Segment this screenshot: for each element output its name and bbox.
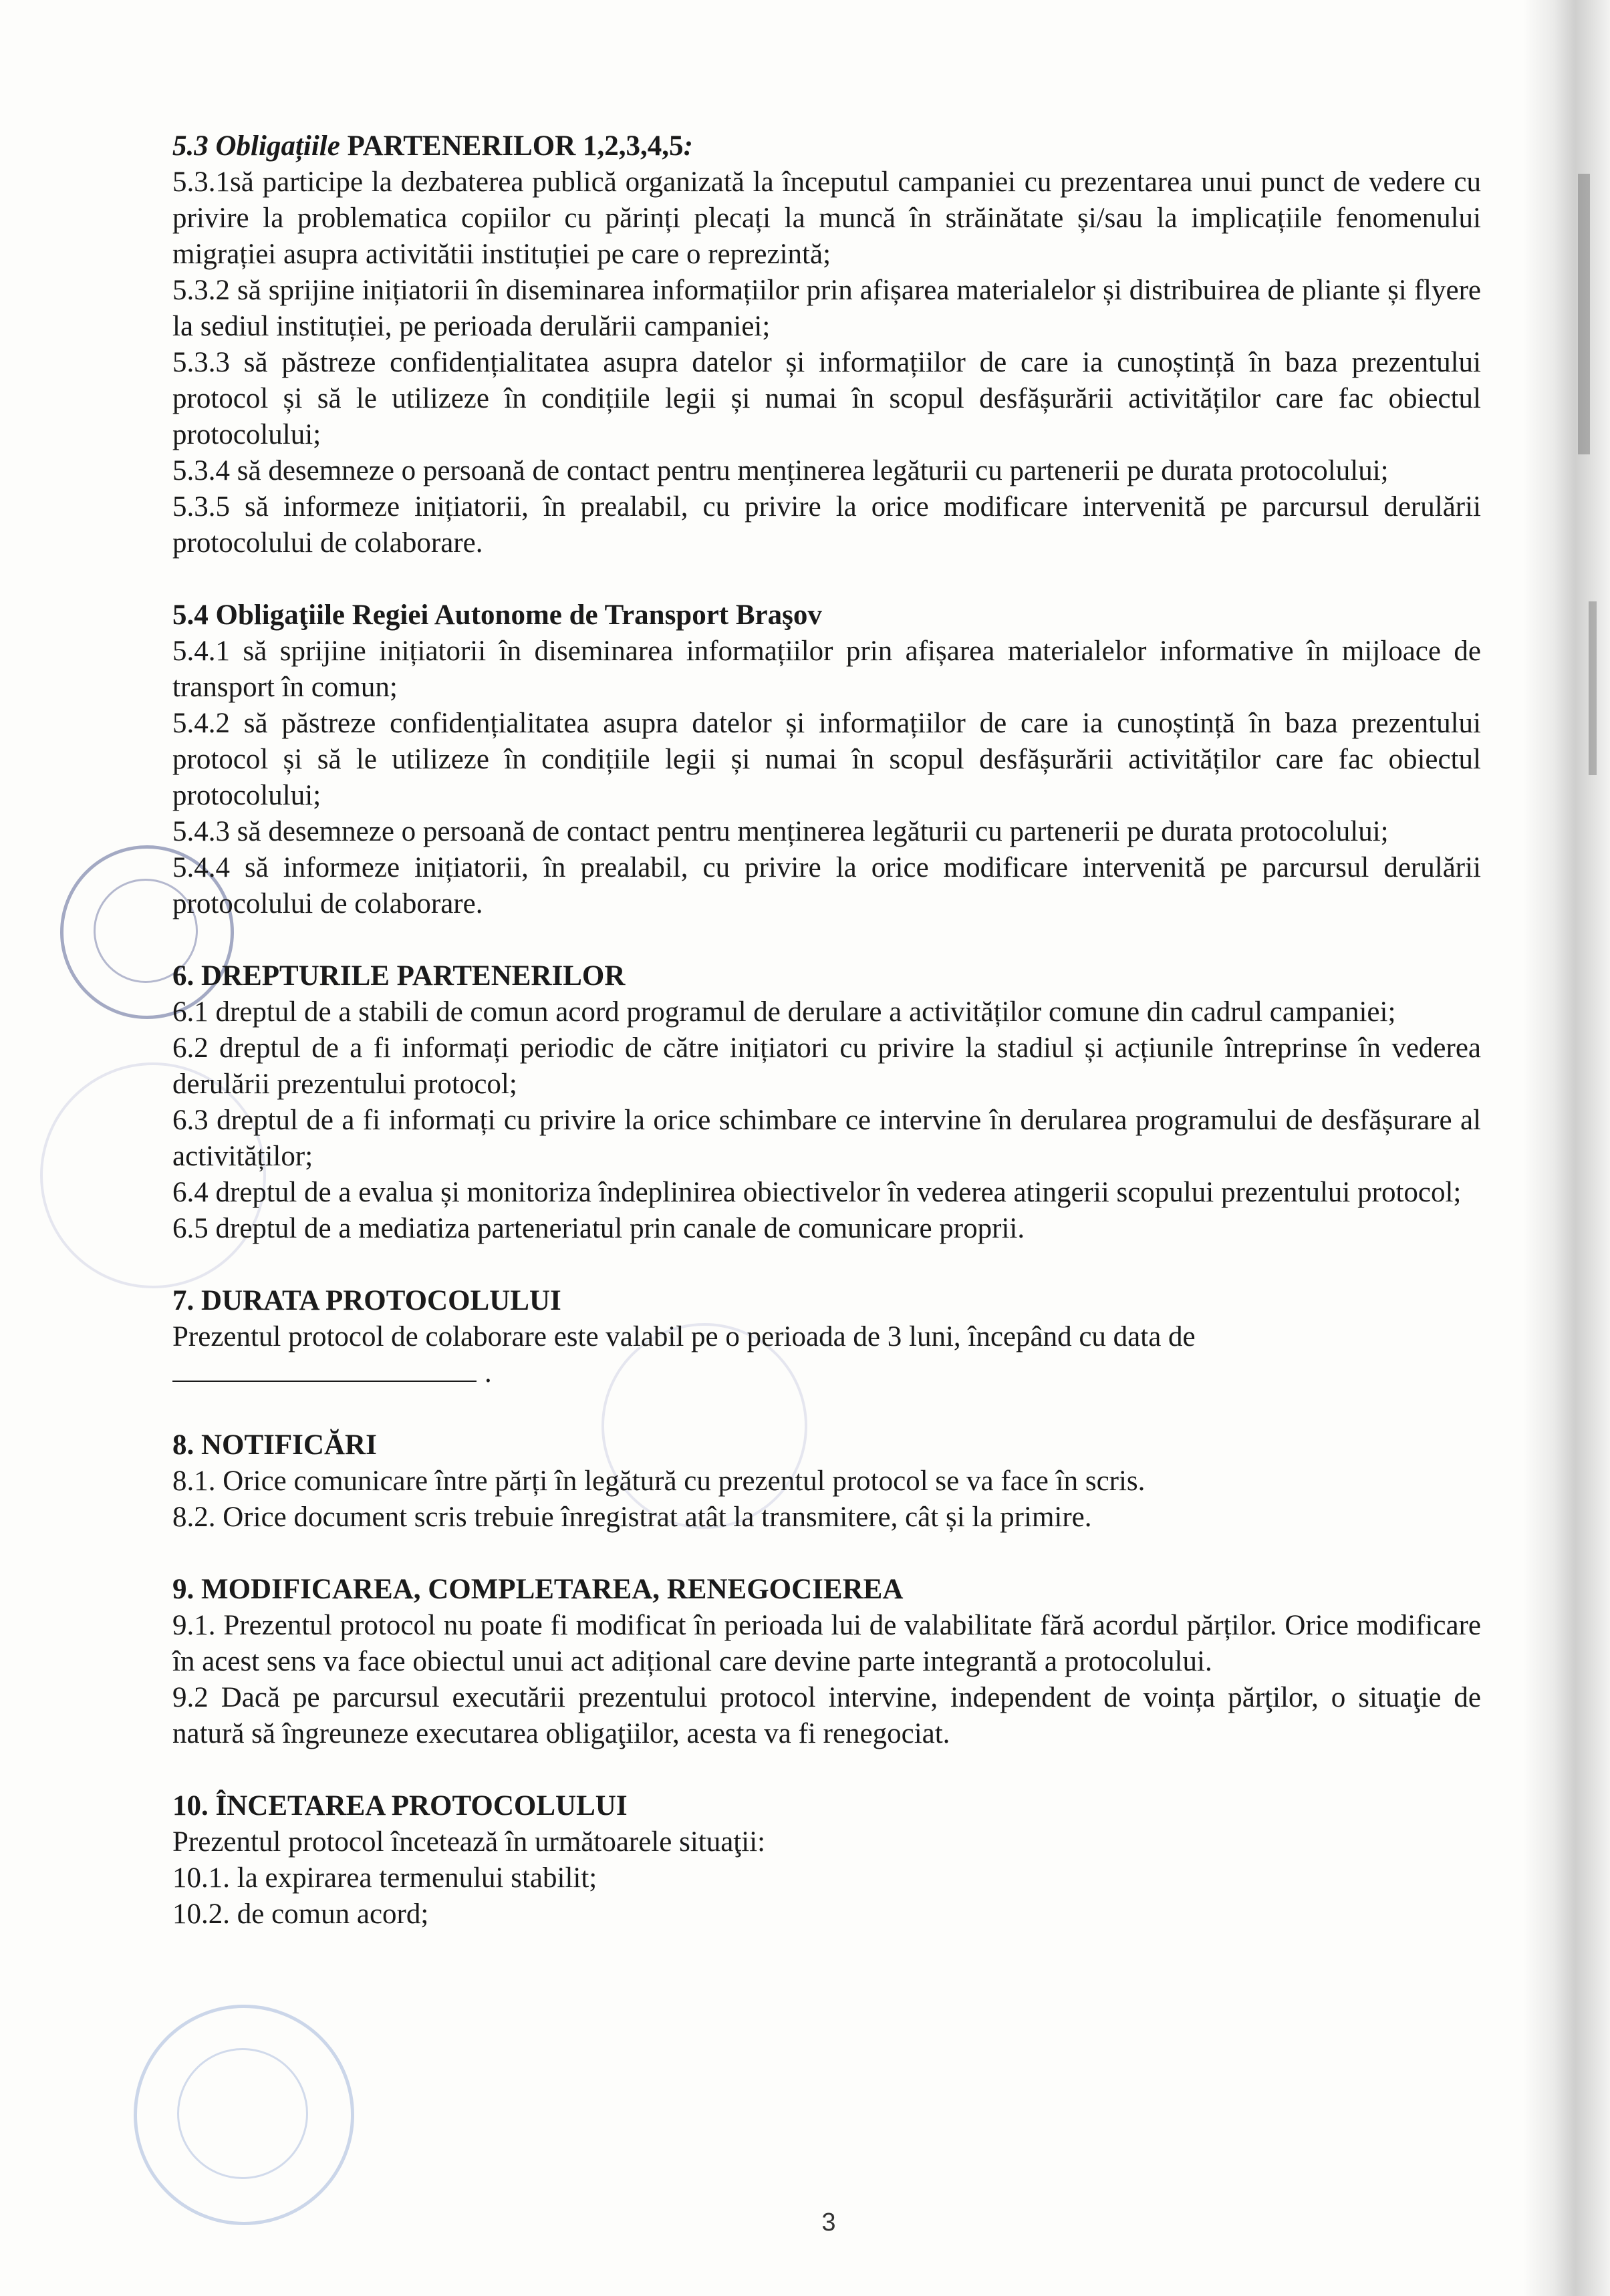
section-5-3-heading <box>172 128 1481 164</box>
clause-8-2: 8.2. Orice document scris trebuie înregistrat atât la transmitere, cât și la primire. <box>172 1501 1092 1533</box>
clause-6-3: 6.3 dreptul de a fi informați cu privire la orice schimbare ce intervine în derularea programului de desfășurare al activităților; <box>172 1105 1481 1172</box>
clause-6-1: 6.1 dreptul de a stabili de comun acord programul de derulare a activităților comune din cadrul campaniei; <box>172 996 1396 1028</box>
section-5-3-heading-colon: : <box>683 130 693 162</box>
round-stamp-inner-ring <box>177 2048 308 2179</box>
clause-5-3-3: 5.3.3 să păstreze confidențialitatea asupra datelor și informațiilor de care ia cunoștință în baza prezentului protocol și să le utilizeze în condițiile legii și numai în scopul desfășurării activităților care fac obiectul protocolului; <box>172 347 1481 450</box>
section-gap <box>172 1752 1481 1788</box>
document-body <box>172 128 1481 1932</box>
clause-9-1: 9.1. Prezentul protocol nu poate fi modificat în perioada lui de valabilitate fără acordul părților. Orice modificare în acest sens va face obiectul unui act adițional care devine parte integrantă a protocolului. <box>172 1610 1481 1677</box>
clause-5-3-4: 5.3.4 să desemneze o persoană de contact pentru menținerea legăturii cu partenerii pe durata protocolului; <box>172 455 1389 486</box>
section-10-heading: 10. ÎNCETAREA PROTOCOLULUI <box>172 1790 628 1822</box>
clause-5-4-4: 5.4.4 să informeze inițiatorii, în prealabil, cu privire la orice modificare intervenită pe parcursul derulării protocolului de colaborare. <box>172 852 1481 919</box>
scan-streak <box>1589 601 1597 775</box>
date-blank-line <box>172 1358 477 1382</box>
clause-9-2: 9.2 Dacă pe parcursul executării prezentului protocol intervine, independent de voința părţilor, o situaţie de natură să îngreuneze executarea obligaţiilor, acesta va fi renegociat. <box>172 1682 1481 1749</box>
section-8-heading: 8. NOTIFICĂRI <box>172 1429 377 1461</box>
clause-8-1: 8.1. Orice comunicare între părți în legătură cu prezentul protocol se va face în scris. <box>172 1465 1146 1497</box>
clause-5-3-2: 5.3.2 să sprijine inițiatorii în diseminarea informațiilor prin afișarea materialelor și distribuirea de pliante și flyere la sediul instituției, pe perioada derulării campaniei; <box>172 275 1481 342</box>
section-gap <box>172 1536 1481 1572</box>
scan-streak <box>1578 174 1590 454</box>
section-7-text: Prezentul protocol de colaborare este valabil pe o perioada de 3 luni, începând cu data de <box>172 1321 1196 1352</box>
scan-shadow-edge <box>1523 0 1610 2296</box>
section-5-4-heading: 5.4 Obligaţiile Regiei Autonome de Transport Braşov <box>172 599 822 631</box>
clause-10-1: 10.1. la expirarea termenului stabilit; <box>172 1862 597 1894</box>
page-number: 3 <box>821 2208 836 2237</box>
round-stamp <box>134 2005 354 2225</box>
section-gap <box>172 1247 1481 1283</box>
section-5-3-heading-italic: 5.3 Obligațiile <box>172 130 340 162</box>
date-blank-end: . <box>485 1357 492 1389</box>
clause-6-2: 6.2 dreptul de a fi informați periodic de către inițiatori cu privire la stadiul și acțiunile întreprinse în vederea derulării prezentului protocol; <box>172 1032 1481 1100</box>
clause-5-4-2: 5.4.2 să păstreze confidențialitatea asupra datelor și informațiilor de care ia cunoștință în baza prezentului protocol și să le utilizeze în condițiile legii și numai în scopul desfășurării activităților care fac obiectul protocolului; <box>172 708 1481 811</box>
clause-10-2: 10.2. de comun acord; <box>172 1898 429 1930</box>
section-gap <box>172 922 1481 958</box>
clause-5-4-3: 5.4.3 să desemneze o persoană de contact pentru menținerea legăturii cu partenerii pe durata protocolului; <box>172 816 1389 847</box>
clause-5-4-1: 5.4.1 să sprijine inițiatorii în diseminarea informațiilor prin afișarea materialelor informative în mijloace de transport în comun; <box>172 635 1481 703</box>
section-10-intro: Prezentul protocol încetează în următoarele situaţii: <box>172 1826 766 1858</box>
clause-6-5: 6.5 dreptul de a mediatiza parteneriatul prin canale de comunicare proprii. <box>172 1213 1025 1244</box>
clause-6-4: 6.4 dreptul de a evalua și monitoriza îndeplinirea obiectivelor în vederea atingerii scopului prezentului protocol; <box>172 1177 1462 1208</box>
section-9-heading: 9. MODIFICAREA, COMPLETAREA, RENEGOCIEREA <box>172 1574 904 1605</box>
clause-5-3-5: 5.3.5 să informeze inițiatorii, în prealabil, cu privire la orice modificare intervenită pe parcursul derulării protocolului de colaborare. <box>172 491 1481 559</box>
section-7-heading: 7. DURATA PROTOCOLULUI <box>172 1285 561 1316</box>
section-gap <box>172 561 1481 597</box>
section-5-3-heading-bold: PARTENERILOR 1,2,3,4,5 <box>347 130 684 162</box>
section-gap <box>172 1391 1481 1427</box>
section-6-heading: 6. DREPTURILE PARTENERILOR <box>172 960 626 992</box>
clause-5-3-1: 5.3.1să participe la dezbaterea publică organizată la începutul campaniei cu prezentarea unui punct de vedere cu privire la problematica copiilor cu părinți plecați la muncă în străinătate și/sau la implicațiile fenomenului migrației asupra activitătii instituției pe care o reprezintă; <box>172 166 1481 270</box>
section-7-date-line <box>172 1355 1481 1391</box>
